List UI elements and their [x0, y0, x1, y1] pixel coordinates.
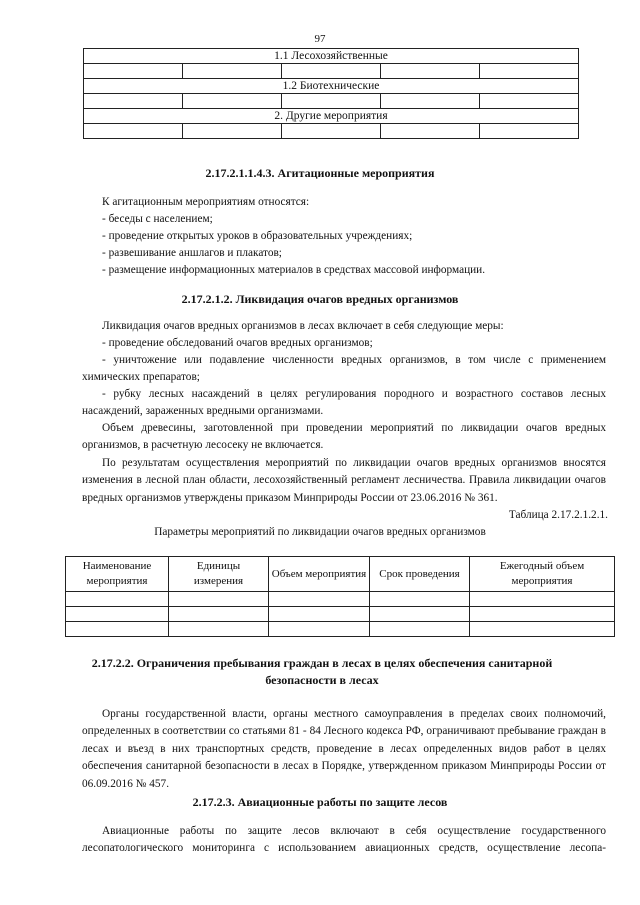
restriction-heading: 2.17.2.2. Ограничения пребывания граждан в лесах в целях обеспечения санитарной безопасности в лесах: [91, 656, 553, 687]
liquidation-parameters-table: [65, 556, 615, 637]
table-caption: Параметры мероприятий по ликвидации очагов вредных организмов: [154, 526, 486, 538]
liquidation-item: - уничтожение или подавление численности вредных организмов, в том числе с применением химических препаратов;: [82, 354, 606, 384]
column-header: Ежегодный объем мероприятия: [470, 557, 615, 592]
restriction-paragraph: Органы государственной власти, органы местного самоуправления в пределах своих полномочий, определенных в соответствии со статьями 81 - 84 Лесного кодекса РФ, ограничивают пребывание граждан в лесах и въезд в них транспортных средств, проведение в лесах определенных видов работ в целях обеспечения санитарной безопасности в лесах в Порядке, утвержденном приказом Минприроды России от 06.09.2016 № 457.: [82, 708, 606, 790]
table-row: [66, 622, 615, 637]
liquidation-item: - рубку лесных насаждений в целях регулирования породного и возрастного составов лесных насаждений, зараженных вредными организмами.: [82, 388, 606, 418]
table-row: [84, 64, 579, 79]
table-row: [66, 592, 615, 607]
agitation-item: - проведение открытых уроков в образовательных учреждениях;: [102, 230, 413, 242]
liquidation-paragraph: По результатам осуществления мероприятий по ликвидации очагов вредных организмов вносятся изменения в лесной план области, лесохозяйственный регламент лесничества. Правила ликвидации очагов вредных организмов утверждены приказом Минприроды России от 23.06.2016 № 361.: [82, 457, 606, 504]
table-label: Таблица 2.17.2.1.2.1.: [508, 509, 608, 521]
section-label: 1.2 Биотехнические: [84, 79, 579, 94]
activities-table-fragment: [83, 48, 579, 139]
liquidation-intro: Ликвидация очагов вредных организмов в лесах включает в себя следующие меры:: [102, 320, 504, 332]
section-label: 2. Другие мероприятия: [84, 109, 579, 124]
column-header: Наименование мероприятия: [66, 557, 169, 592]
table-row: [84, 94, 579, 109]
table-row: [84, 124, 579, 139]
page-number: 97: [314, 33, 326, 45]
table-header-row: [66, 557, 615, 592]
liquidation-paragraph: Объем древесины, заготовленной при проведении мероприятий по ликвидации очагов вредных организмов, в расчетную лесосеку не включается.: [82, 422, 606, 452]
agitation-item: - размещение информационных материалов в средствах массовой информации.: [102, 264, 486, 276]
table-section-row: [84, 109, 579, 124]
table-section-row: [84, 79, 579, 94]
liquidation-item: - проведение обследований очагов вредных организмов;: [102, 337, 373, 349]
section-label: 1.1 Лесохозяйственные: [84, 49, 579, 64]
aviation-paragraph: Авиационные работы по защите лесов включают в себя осуществление государственного лесопатологического мониторинга с использованием авиационных средств, осуществление лесопа-: [82, 825, 606, 855]
agitation-intro: К агитационным мероприятиям относятся:: [102, 196, 310, 208]
column-header: Объем мероприятия: [269, 557, 370, 592]
aviation-heading: 2.17.2.3. Авиационные работы по защите лесов: [192, 795, 448, 809]
agitation-heading: 2.17.2.1.1.4.3. Агитационные мероприятия: [205, 166, 435, 180]
table-section-row: [84, 49, 579, 64]
agitation-item: - беседы с населением;: [102, 213, 213, 225]
liquidation-heading: 2.17.2.1.2. Ликвидация очагов вредных организмов: [181, 292, 459, 306]
table-row: [66, 607, 615, 622]
column-header: Срок проведения: [370, 557, 470, 592]
agitation-item: - развешивание аншлагов и плакатов;: [102, 247, 282, 259]
column-header: Единицы измерения: [169, 557, 269, 592]
